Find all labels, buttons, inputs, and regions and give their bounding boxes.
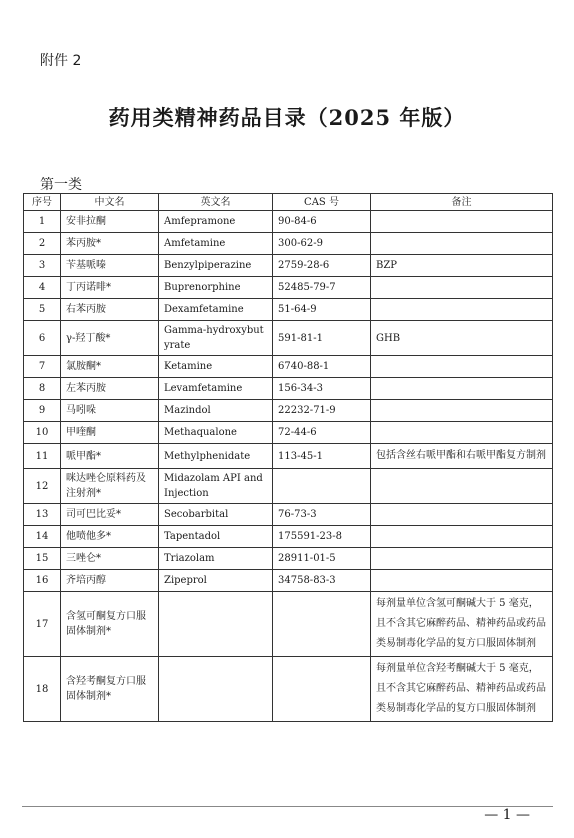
cell-cas: 22232-71-9 <box>273 400 371 422</box>
cell-english-name: Benzylpiperazine <box>159 255 273 277</box>
cell-remarks <box>371 469 553 504</box>
cell-english-name: Amfetamine <box>159 233 273 255</box>
table-row <box>24 444 553 469</box>
cell-cas: 76-73-3 <box>273 504 371 526</box>
cell-english-name: Dexamfetamine <box>159 299 273 321</box>
cell-chinese-name: γ-羟丁酸* <box>61 321 159 356</box>
cell-number: 8 <box>24 378 61 400</box>
cell-chinese-name: 安非拉酮 <box>61 211 159 233</box>
cell-remarks: GHB <box>371 321 553 356</box>
table-row <box>24 233 553 255</box>
table-row <box>24 422 553 444</box>
cell-remarks <box>371 422 553 444</box>
cell-chinese-name: 马吲哚 <box>61 400 159 422</box>
table-row <box>24 277 553 299</box>
cell-number: 13 <box>24 504 61 526</box>
cell-english-name: Gamma-hydroxybutyrate <box>159 321 273 356</box>
cell-number: 4 <box>24 277 61 299</box>
cell-chinese-name: 他喷他多* <box>61 526 159 548</box>
table-body <box>24 211 553 722</box>
cell-number: 14 <box>24 526 61 548</box>
cell-english-name: Ketamine <box>159 356 273 378</box>
cell-cas: 72-44-6 <box>273 422 371 444</box>
cell-number: 5 <box>24 299 61 321</box>
cell-remarks: 每剂量单位含氢可酮碱大于 5 毫克，且不含其它麻醉药品、精神药品或药品类易制毒化学品的复方口服固体制剂 <box>371 592 553 657</box>
cell-english-name: Tapentadol <box>159 526 273 548</box>
cell-cas: 34758-83-3 <box>273 570 371 592</box>
table-row <box>24 504 553 526</box>
cell-remarks: BZP <box>371 255 553 277</box>
cell-cas: 591-81-1 <box>273 321 371 356</box>
cell-english-name: Levamfetamine <box>159 378 273 400</box>
cell-english-name <box>159 657 273 722</box>
cell-cas: 156-34-3 <box>273 378 371 400</box>
cell-number: 10 <box>24 422 61 444</box>
cell-cas: 2759-28-6 <box>273 255 371 277</box>
column-header-chinese-name: 中文名 <box>61 194 159 211</box>
cell-chinese-name: 三唑仑* <box>61 548 159 570</box>
cell-remarks <box>371 400 553 422</box>
cell-chinese-name: 含羟考酮复方口服固体制剂* <box>61 657 159 722</box>
table-row <box>24 570 553 592</box>
cell-chinese-name: 哌甲酯* <box>61 444 159 469</box>
document-title: 药用类精神药品目录（2025 年版） <box>108 105 466 130</box>
cell-remarks <box>371 299 553 321</box>
cell-remarks: 每剂量单位含羟考酮碱大于 5 毫克，且不含其它麻醉药品、精神药品或药品类易制毒化学品的复方口服固体制剂 <box>371 657 553 722</box>
cell-chinese-name: 苯丙胺* <box>61 233 159 255</box>
cell-chinese-name: 苄基哌嗪 <box>61 255 159 277</box>
cell-cas: 90-84-6 <box>273 211 371 233</box>
cell-cas: 300-62-9 <box>273 233 371 255</box>
cell-chinese-name: 右苯丙胺 <box>61 299 159 321</box>
table-row <box>24 299 553 321</box>
cell-number: 1 <box>24 211 61 233</box>
cell-chinese-name: 咪达唑仑原料药及注射剂* <box>61 469 159 504</box>
drug-catalog-table <box>23 193 553 722</box>
cell-cas: 51-64-9 <box>273 299 371 321</box>
cell-cas <box>273 657 371 722</box>
cell-english-name: Zipeprol <box>159 570 273 592</box>
cell-chinese-name: 左苯丙胺 <box>61 378 159 400</box>
cell-number: 18 <box>24 657 61 722</box>
cell-number: 7 <box>24 356 61 378</box>
cell-number: 12 <box>24 469 61 504</box>
cell-english-name: Mazindol <box>159 400 273 422</box>
cell-cas: 175591-23-8 <box>273 526 371 548</box>
table-row <box>24 255 553 277</box>
cell-number: 6 <box>24 321 61 356</box>
cell-remarks <box>371 570 553 592</box>
cell-remarks <box>371 356 553 378</box>
table-row <box>24 211 553 233</box>
cell-remarks <box>371 526 553 548</box>
footer-divider <box>22 806 553 807</box>
cell-remarks <box>371 211 553 233</box>
table-header-row <box>24 194 553 211</box>
cell-english-name: Secobarbital <box>159 504 273 526</box>
cell-cas: 52485-79-7 <box>273 277 371 299</box>
cell-number: 9 <box>24 400 61 422</box>
table-row <box>24 592 553 657</box>
cell-cas <box>273 469 371 504</box>
attachment-label: 附件 2 <box>40 53 82 69</box>
cell-remarks <box>371 277 553 299</box>
cell-number: 2 <box>24 233 61 255</box>
category-heading: 第一类 <box>40 177 82 193</box>
cell-english-name: Methylphenidate <box>159 444 273 469</box>
cell-number: 3 <box>24 255 61 277</box>
cell-cas <box>273 592 371 657</box>
cell-chinese-name: 甲喹酮 <box>61 422 159 444</box>
cell-chinese-name: 丁丙诺啡* <box>61 277 159 299</box>
table-row <box>24 526 553 548</box>
cell-cas: 6740-88-1 <box>273 356 371 378</box>
cell-number: 15 <box>24 548 61 570</box>
table-row <box>24 400 553 422</box>
cell-remarks <box>371 378 553 400</box>
table-row <box>24 321 553 356</box>
column-header-remarks: 备注 <box>371 194 553 211</box>
cell-cas: 28911-01-5 <box>273 548 371 570</box>
cell-remarks: 包括含丝右哌甲酯和右哌甲酯复方制剂 <box>371 444 553 469</box>
cell-number: 11 <box>24 444 61 469</box>
cell-english-name: Midazolam API and Injection <box>159 469 273 504</box>
table-row <box>24 356 553 378</box>
page-number: — 1 — <box>484 807 530 823</box>
cell-remarks <box>371 504 553 526</box>
cell-number: 16 <box>24 570 61 592</box>
table-row <box>24 378 553 400</box>
cell-remarks <box>371 548 553 570</box>
cell-english-name: Amfepramone <box>159 211 273 233</box>
cell-english-name: Methaqualone <box>159 422 273 444</box>
cell-english-name: Buprenorphine <box>159 277 273 299</box>
cell-english-name <box>159 592 273 657</box>
table-row <box>24 657 553 722</box>
cell-cas: 113-45-1 <box>273 444 371 469</box>
column-header-cas: CAS 号 <box>273 194 371 211</box>
cell-english-name: Triazolam <box>159 548 273 570</box>
table-row <box>24 469 553 504</box>
cell-chinese-name: 含氢可酮复方口服固体制剂* <box>61 592 159 657</box>
column-header-english-name: 英文名 <box>159 194 273 211</box>
cell-chinese-name: 氯胺酮* <box>61 356 159 378</box>
column-header-number: 序号 <box>24 194 61 211</box>
cell-number: 17 <box>24 592 61 657</box>
table-row <box>24 548 553 570</box>
cell-chinese-name: 司可巴比妥* <box>61 504 159 526</box>
cell-chinese-name: 齐培丙醇 <box>61 570 159 592</box>
cell-remarks <box>371 233 553 255</box>
